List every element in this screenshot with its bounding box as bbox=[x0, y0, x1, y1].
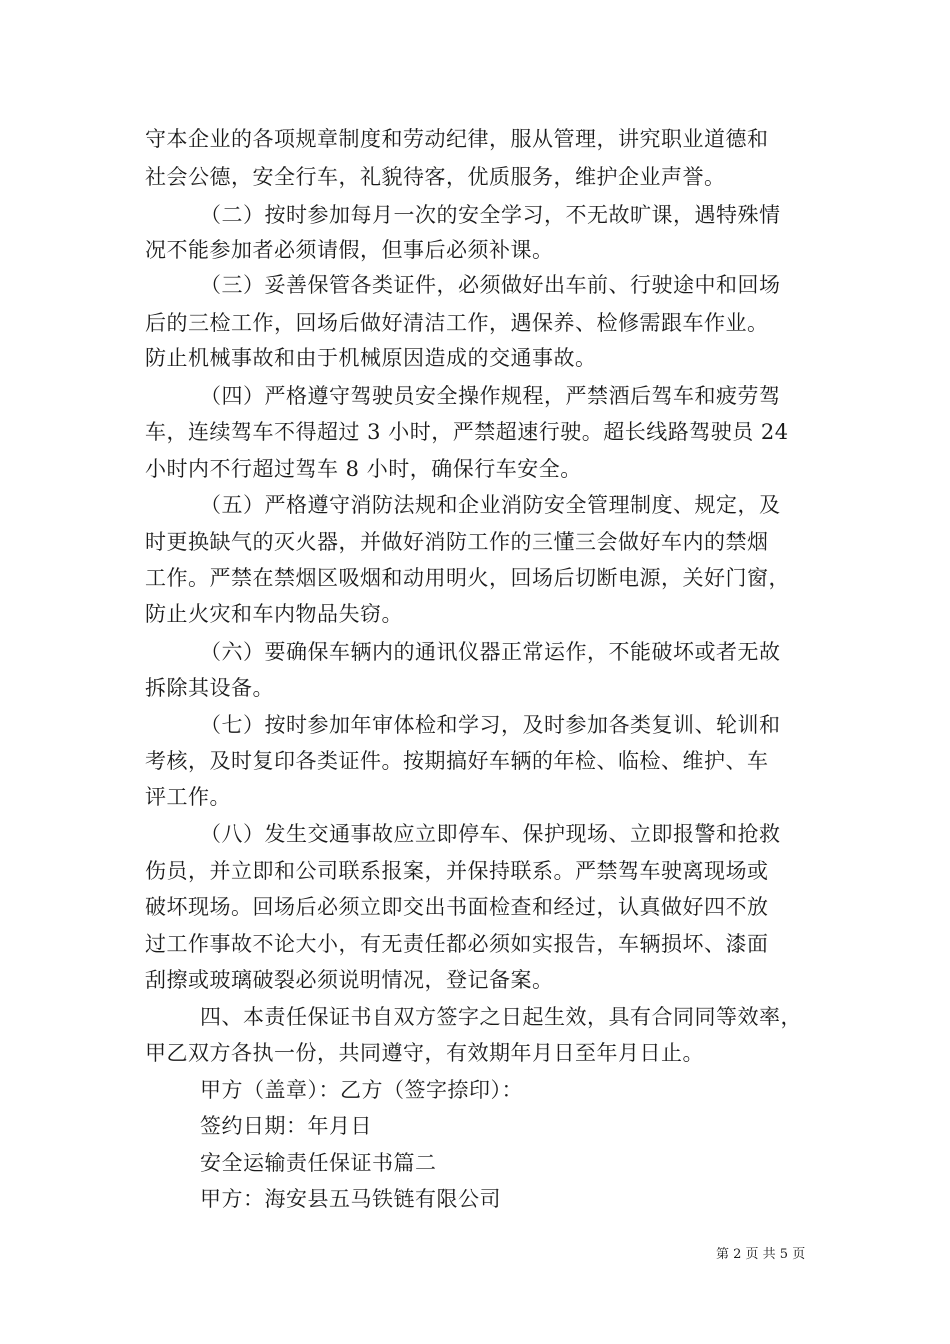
text-line: 时更换缺气的灭火器，并做好消防工作的三懂三会做好车内的禁烟 bbox=[145, 530, 769, 554]
text-line: 考核，及时复印各类证件。按期搞好车辆的年检、临检、维护、车 bbox=[145, 749, 769, 773]
text-line: 安全运输责任保证书篇二 bbox=[200, 1151, 437, 1175]
text-line: 后的三检工作，回场后做好清洁工作，遇保养、检修需跟车作业。 bbox=[145, 311, 769, 335]
text-line: 伤员，并立即和公司联系报案，并保持联系。严禁驾车驶离现场或 bbox=[145, 859, 769, 883]
text-line: 拆除其设备。 bbox=[145, 676, 274, 700]
text-line: （八）发生交通事故应立即停车、保护现场、立即报警和抢救 bbox=[200, 822, 781, 846]
text-line: 守本企业的各项规章制度和劳动纪律，服从管理，讲究职业道德和 bbox=[145, 127, 769, 151]
text-line: 防止火灾和车内物品失窃。 bbox=[145, 602, 403, 626]
text-line: 小时内不行超过驾车 8 小时，确保行车安全。 bbox=[145, 457, 582, 481]
text-line: 四、本责任保证书自双方签字之日起生效，具有合同同等效率， bbox=[200, 1005, 802, 1029]
text-line: 况不能参加者必须请假，但事后必须补课。 bbox=[145, 238, 554, 262]
text-line: （四）严格遵守驾驶员安全操作规程，严禁酒后驾车和疲劳驾 bbox=[200, 384, 781, 408]
text-line: （六）要确保车辆内的通讯仪器正常运作，不能破坏或者无故 bbox=[200, 640, 781, 664]
text-line: 甲乙双方各执一份，共同遵守，有效期年月日至年月日止。 bbox=[145, 1041, 704, 1065]
text-line: 社会公德，安全行车，礼貌待客，优质服务，维护企业声誉。 bbox=[145, 165, 726, 189]
text-line: （七）按时参加年审体检和学习，及时参加各类复训、轮训和 bbox=[200, 713, 781, 737]
text-line: 刮擦或玻璃破裂必须说明情况，登记备案。 bbox=[145, 968, 554, 992]
text-line: 车，连续驾车不得超过 3 小时，严禁超速行驶。超长线路驾驶员 24 bbox=[145, 420, 789, 444]
text-line: 工作。严禁在禁烟区吸烟和动用明火，回场后切断电源，关好门窗， bbox=[145, 566, 790, 590]
text-line: 破坏现场。回场后必须立即交出书面检查和经过，认真做好四不放 bbox=[145, 895, 769, 919]
text-line: （二）按时参加每月一次的安全学习，不无故旷课，遇特殊情 bbox=[200, 203, 781, 227]
text-line: 评工作。 bbox=[145, 785, 231, 809]
text-line: 甲方（盖章）：乙方（签字捺印）： bbox=[200, 1078, 523, 1102]
text-line: 签约日期：年月日 bbox=[200, 1114, 372, 1138]
page-number: 第 2 页 共 5 页 bbox=[716, 1247, 806, 1262]
text-line: （五）严格遵守消防法规和企业消防安全管理制度、规定，及 bbox=[200, 493, 781, 517]
text-line: 甲方：海安县五马铁链有限公司 bbox=[200, 1187, 501, 1211]
text-line: 防止机械事故和由于机械原因造成的交通事故。 bbox=[145, 346, 597, 370]
text-line: 过工作事故不论大小，有无责任都必须如实报告，车辆损坏、漆面 bbox=[145, 932, 769, 956]
text-line: （三）妥善保管各类证件，必须做好出车前、行驶途中和回场 bbox=[200, 273, 781, 297]
